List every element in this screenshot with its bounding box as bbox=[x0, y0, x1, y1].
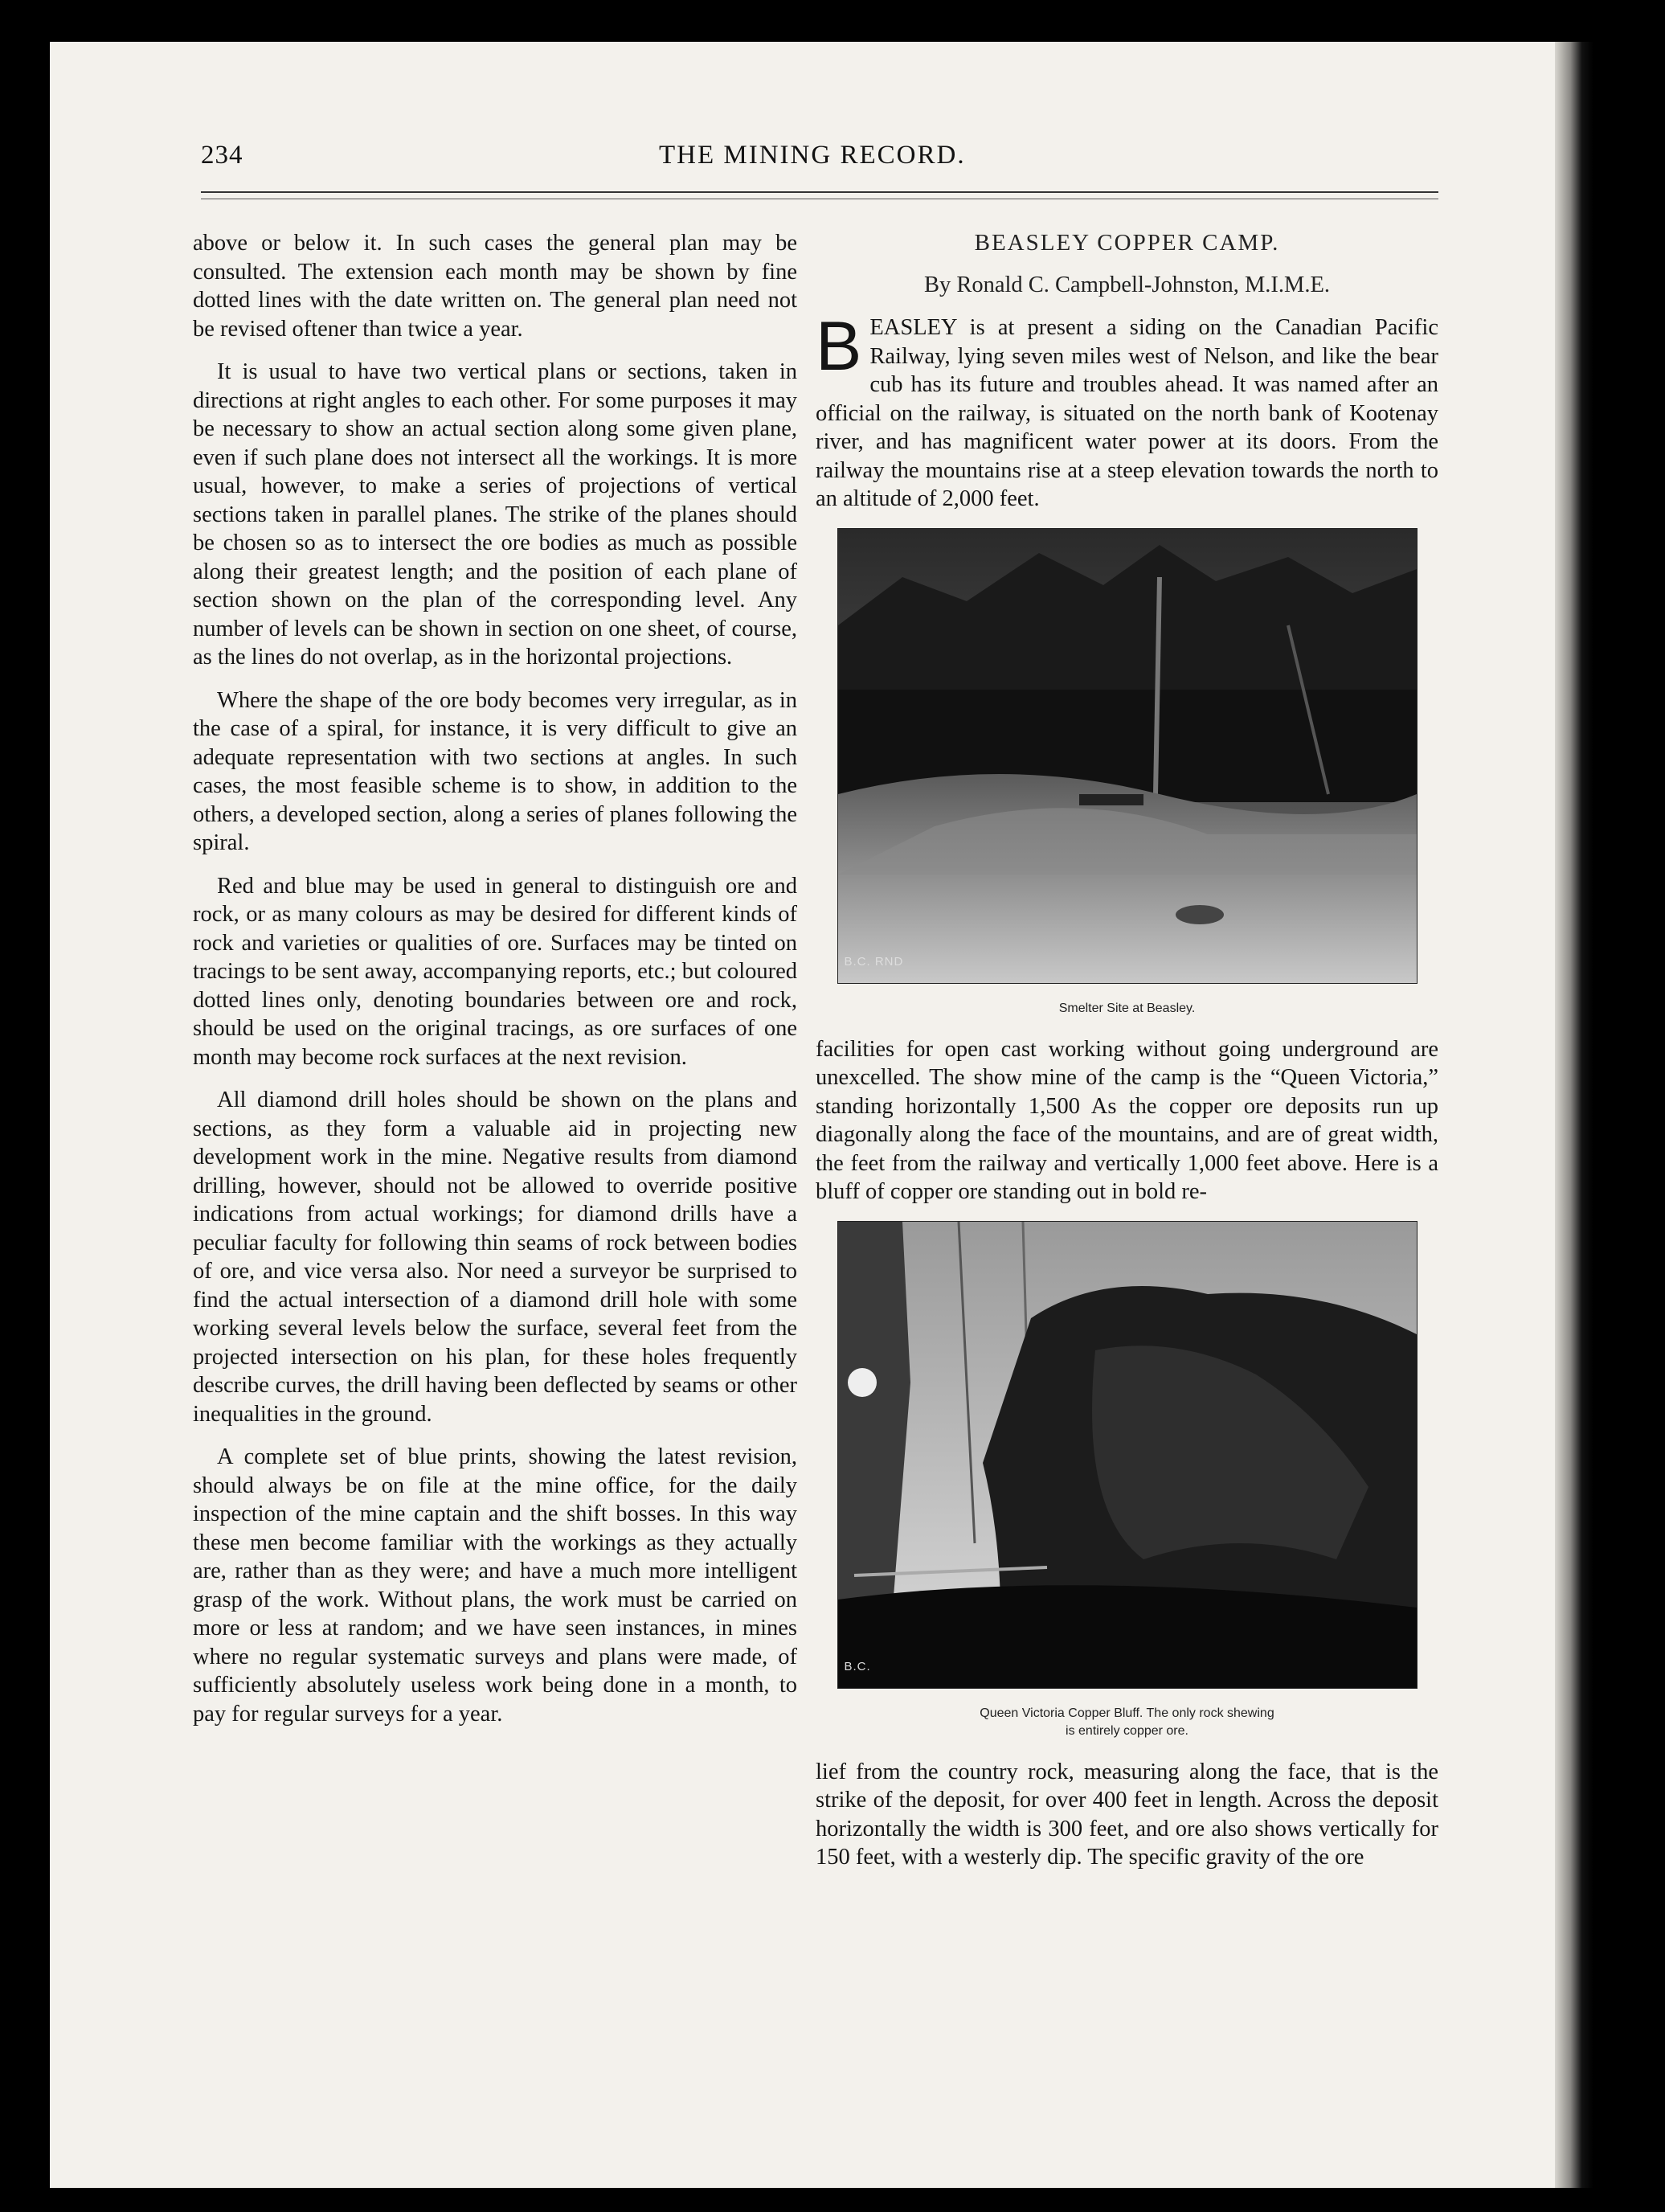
header-rule bbox=[201, 191, 1438, 193]
left-column bbox=[193, 229, 797, 1743]
page-header bbox=[201, 141, 1438, 181]
right-column bbox=[816, 229, 1438, 1886]
copper-bluff-photo bbox=[837, 1221, 1418, 1689]
copper-bluff-image bbox=[838, 1222, 1417, 1688]
photo-stamp: B.C. RND bbox=[844, 955, 904, 969]
caption-line: is entirely copper ore. bbox=[1066, 1723, 1188, 1738]
smelter-site-image bbox=[838, 529, 1417, 983]
smelter-site-photo bbox=[837, 528, 1418, 984]
drop-cap: B bbox=[816, 308, 862, 385]
article-title: BEASLEY COPPER CAMP. bbox=[974, 230, 1280, 256]
article-paragraph: lief from the country rock, measuring along the face, that is the strike of the deposit, for over 400 feet in length. Across the deposit horizontally the width is 300 feet, and ore also shows vertically for 150 feet, with a westerly dip. The specific gravity of the ore bbox=[816, 1759, 1438, 1870]
article-intro-paragraph bbox=[816, 308, 1438, 514]
paragraph: Red and blue may be used in general to distinguish ore and rock, or as many colours as may be desired for different kinds of rock and varieties or qualities of ore. Surfaces may be tinted on tracings to be sent away, accompanying reports, etc.; but coloured dotted lines only, denoting boundaries between ore and rock, should be used on the original tracings, as ore surfaces of one month may become rock surfaces at the next revision. bbox=[193, 873, 797, 1070]
paragraph: A complete set of blue prints, showing the latest revision, should always be on file at the mine office, for the daily inspection of the mine captain and the shift bosses. In this way these men become familiar with the workings as they actually are, rather than as they were; and have a much more intelligent grasp of the work. Without plans, the work must be carried on more or less at random; and we have seen instances, in mines where no regular systematic surveys and plans were made, of sufficiently absolutely useless work being done in a month, to pay for regular surveys for a year. bbox=[193, 1444, 797, 1727]
intro-text: EASLEY is at present a siding on the Canadian Pacific Railway, lying seven miles west of Nelson, and like the bear cub has its future and troubles ahead. It was named after an official on the railway, is situated on the north bank of Kootenay river, and has magnificent water power at its doors. From the railway the mountains rise at a steep elevation towards the north to an altitude of 2,000 feet. bbox=[816, 315, 1438, 511]
paragraph: above or below it. In such cases the general plan may be consulted. The extension each month may be shown by fine dotted lines with the date written on. The general plan need not be revised oftener than twice a year. bbox=[193, 231, 797, 342]
article-byline: By Ronald C. Campbell-Johnston, M.I.M.E. bbox=[923, 272, 1331, 297]
journal-title: THE MINING RECORD. bbox=[659, 141, 966, 170]
book-spine-edge bbox=[1555, 42, 1593, 2188]
paragraph: It is usual to have two vertical plans or sections, taken in directions at right angles to each other. For some purposes it may be necessary to show an actual section along some given plane, even if such plane does not intersect all the workings. It is more usual, however, to make a series of projections of vertical sections taken in parallel planes. The strike of the planes should be chosen so as to intersect the ore bodies as much as possible along their greatest length; and the position of each plane of section shown on the plan of the corresponding level. Any number of levels can be shown in section on one sheet, of course, as the lines do not overlap, as in the horizontal projections. bbox=[193, 359, 797, 670]
photo-caption: Smelter Site at Beasley. bbox=[1058, 1001, 1196, 1015]
article-paragraph: facilities for open cast working without going underground are unexcelled. The show mine of the camp is the “Queen Victoria,” standing horizontally 1,500 As the copper ore deposits run up diagonally along the face of the mountains, and are of great width, the feet from the railway and vertically 1,000 feet above. Here is a bluff of copper ore standing out in bold re- bbox=[816, 1036, 1438, 1204]
paragraph: All diamond drill holes should be shown on the plans and sections, as they form a valuable aid in projecting new development work in the mine. Negative results from diamond drilling, however, should not be allowed to override positive indications from actual workings; for diamond drills have a peculiar faculty for following thin seams of rock between bodies of ore, and vice versa also. Nor need a surveyor be surprised to find the actual intersection of a diamond drill hole with some working several levels below the surface, several feet from the projected intersection on his plan, for these holes frequently describe curves, the drill having been deflected by seams or other inequalities in the ground. bbox=[193, 1088, 797, 1427]
page-number: 234 bbox=[201, 141, 243, 170]
caption-line: Queen Victoria Copper Bluff. The only rock shewing bbox=[980, 1706, 1274, 1720]
photo-stamp: B.C. bbox=[844, 1660, 871, 1673]
paragraph: Where the shape of the ore body becomes very irregular, as in the case of a spiral, for instance, it is very difficult to give an adequate representation with two sections at angles. In such cases, the most feasible scheme is to show, in addition to the others, a developed section, along a series of planes following the spiral. bbox=[193, 687, 797, 855]
photo-caption bbox=[816, 1705, 1438, 1740]
